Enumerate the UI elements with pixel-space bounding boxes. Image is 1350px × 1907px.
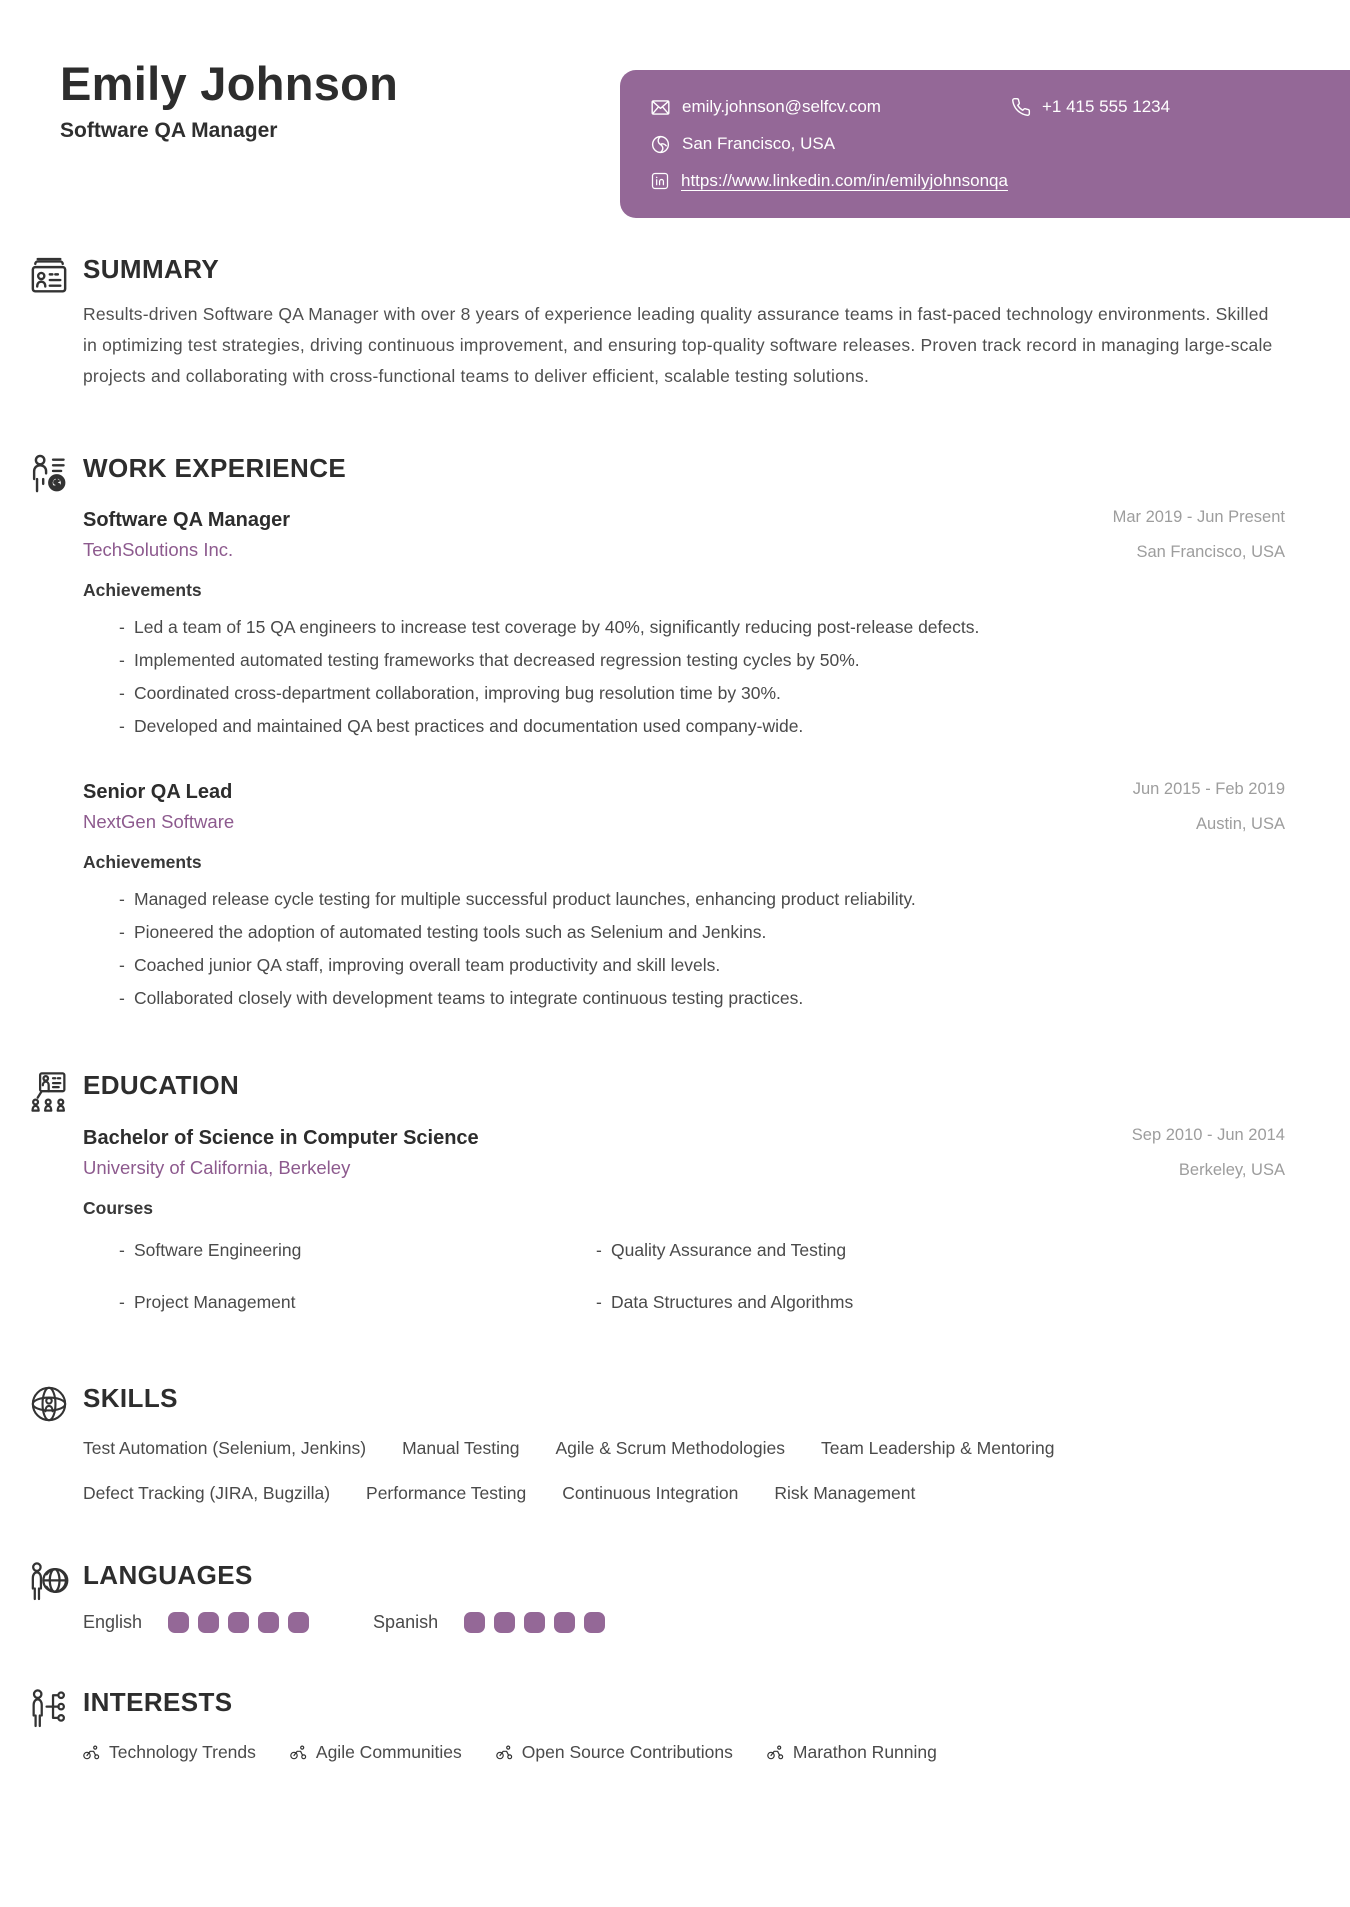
language-name: Spanish — [373, 1611, 439, 1632]
person-salary-icon — [28, 452, 70, 498]
location-text: San Francisco, USA — [682, 134, 836, 153]
achievement-item: - Coordinated cross-department collaboration, improving bug resolution time by 30%. — [119, 677, 1285, 710]
achievements-label: Achievements — [83, 580, 202, 601]
languages-section — [28, 1561, 1285, 1633]
interest-item — [290, 1742, 462, 1763]
skill-item: Agile & Scrum Methodologies — [555, 1437, 786, 1458]
interest-label: Agile Communities — [315, 1741, 462, 1762]
contact-phone — [1011, 95, 1170, 119]
interests-rail — [28, 1688, 83, 1732]
globe-location-icon — [650, 134, 671, 155]
achievement-item: - Managed release cycle testing for multiple successful product launches, enhancing product reliability. — [119, 883, 1285, 916]
person-globe-icon — [28, 1559, 70, 1605]
interest-item — [83, 1742, 256, 1763]
skill-item: Continuous Integration — [562, 1482, 739, 1503]
achievement-item: - Implemented automated testing frameworks that decreased regression testing cycles by 50%. — [119, 644, 1285, 677]
interest-item — [496, 1742, 733, 1763]
skill-item: Manual Testing — [402, 1437, 520, 1458]
person-job-title: Software QA Manager — [60, 118, 278, 142]
language-level-dot — [288, 1612, 309, 1633]
education-location: Berkeley, USA — [1178, 1160, 1285, 1179]
skills-section — [28, 1384, 1285, 1509]
language-level-dot — [464, 1612, 485, 1633]
language-level-dot — [168, 1612, 189, 1633]
summary-heading: SUMMARY — [83, 253, 220, 284]
work-experience-section — [28, 454, 1285, 1016]
degree-title: Bachelor of Science in Computer Science — [83, 1127, 479, 1150]
work-rail — [28, 454, 83, 498]
job-location: San Francisco, USA — [1136, 542, 1285, 561]
job-dates: Mar 2019 - Jun Present — [1112, 508, 1285, 527]
contact-email — [650, 95, 881, 119]
job-list — [83, 507, 1285, 1015]
cyclist-icon — [767, 1745, 784, 1760]
contact-card — [620, 70, 1350, 218]
email-text: emily.johnson@selfcv.com — [682, 97, 881, 116]
course-item: - Software Engineering — [119, 1235, 596, 1266]
interest-label: Technology Trends — [109, 1741, 256, 1762]
interest-list — [83, 1742, 1285, 1763]
language-item — [83, 1612, 309, 1633]
skill-item: Defect Tracking (JIRA, Bugzilla) — [83, 1482, 331, 1503]
languages-rail — [28, 1561, 83, 1605]
skills-heading: SKILLS — [83, 1382, 178, 1413]
cyclist-icon — [496, 1745, 513, 1760]
language-level — [168, 1612, 309, 1633]
summary-section — [28, 255, 1285, 392]
language-item — [373, 1612, 605, 1633]
interests-heading: INTERESTS — [83, 1686, 233, 1717]
skills-rail — [28, 1384, 83, 1426]
course-list — [119, 1235, 1285, 1318]
education-section — [28, 1071, 1285, 1318]
achievement-item: - Coached junior QA staff, improving overall team productivity and skill levels. — [119, 949, 1285, 982]
education-dates: Sep 2010 - Jun 2014 — [1131, 1126, 1285, 1145]
education-rail — [28, 1071, 83, 1115]
contact-linkedin — [650, 169, 1008, 193]
interest-item — [767, 1742, 937, 1763]
knowledge-sphere-icon — [28, 1382, 70, 1426]
language-level-dot — [554, 1612, 575, 1633]
language-list — [83, 1612, 1285, 1633]
education-heading: EDUCATION — [83, 1070, 240, 1101]
job-entry — [83, 779, 1285, 1015]
person-name: Emily Johnson — [60, 57, 399, 110]
cyclist-icon — [290, 1745, 307, 1760]
language-level-dot — [198, 1612, 219, 1633]
language-level — [464, 1612, 605, 1633]
linkedin-icon — [650, 171, 670, 191]
courses-label: Courses — [83, 1197, 154, 1218]
linkedin-link[interactable]: https://www.linkedin.com/in/emilyjohnsonqa — [681, 171, 1008, 190]
job-company: TechSolutions Inc. — [83, 539, 234, 561]
work-heading: WORK EXPERIENCE — [83, 452, 347, 483]
course-item: - Project Management — [119, 1287, 596, 1318]
languages-heading: LANGUAGES — [83, 1559, 253, 1590]
skill-item: Team Leadership & Mentoring — [821, 1437, 1055, 1458]
skill-item: Risk Management — [774, 1482, 916, 1503]
teacher-classroom-icon — [28, 1069, 70, 1115]
language-level-dot — [494, 1612, 515, 1633]
skill-list — [83, 1433, 1063, 1509]
contact-location — [650, 132, 835, 156]
language-name: English — [83, 1611, 143, 1632]
job-title: Software QA Manager — [83, 509, 291, 532]
course-item: - Data Structures and Algorithms — [596, 1287, 1285, 1318]
person-nodes-icon — [28, 1686, 70, 1732]
interest-label: Marathon Running — [792, 1741, 937, 1762]
interests-section — [28, 1688, 1285, 1763]
achievement-item: - Developed and maintained QA best practices and documentation used company-wide. — [119, 710, 1285, 743]
course-item: - Quality Assurance and Testing — [596, 1235, 1285, 1266]
language-level-dot — [258, 1612, 279, 1633]
summary-text: Results-driven Software QA Manager with over 8 years of experience leading quality assurance teams in fast-paced technology environments. Skilled in optimizing test strategies, driving continuous improvement, and ensuring top-quality software releases. Proven track record in managing large-scale projects and collaborating with cross-functional teams to deliver efficient, scalable testing solutions. — [83, 303, 1273, 386]
interest-label: Open Source Contributions — [521, 1741, 733, 1762]
achievement-item: - Pioneered the adoption of automated testing tools such as Selenium and Jenkins. — [119, 916, 1285, 949]
cyclist-icon — [83, 1745, 100, 1760]
id-card-icon — [28, 253, 70, 299]
achievement-item: - Led a team of 15 QA engineers to increase test coverage by 40%, significantly reducing post-release defects. — [119, 611, 1285, 644]
achievement-list — [119, 611, 1285, 743]
language-level-dot — [584, 1612, 605, 1633]
phone-icon — [1011, 97, 1031, 117]
phone-text: +1 415 555 1234 — [1041, 97, 1171, 116]
language-level-dot — [228, 1612, 249, 1633]
achievements-label: Achievements — [83, 852, 202, 873]
job-location: Austin, USA — [1196, 814, 1285, 833]
job-entry — [83, 507, 1285, 743]
achievement-list — [119, 883, 1285, 1015]
job-title: Senior QA Lead — [83, 781, 233, 804]
language-level-dot — [524, 1612, 545, 1633]
summary-rail — [28, 255, 83, 299]
skill-item: Test Automation (Selenium, Jenkins) — [83, 1437, 367, 1458]
school-name: University of California, Berkeley — [83, 1157, 351, 1179]
education-entry — [83, 1125, 1285, 1318]
job-dates: Jun 2015 - Feb 2019 — [1132, 780, 1285, 799]
achievement-item: - Collaborated closely with development teams to integrate continuous testing practices. — [119, 982, 1285, 1015]
job-company: NextGen Software — [83, 811, 235, 833]
skill-item: Performance Testing — [366, 1482, 527, 1503]
envelope-icon — [650, 97, 671, 118]
